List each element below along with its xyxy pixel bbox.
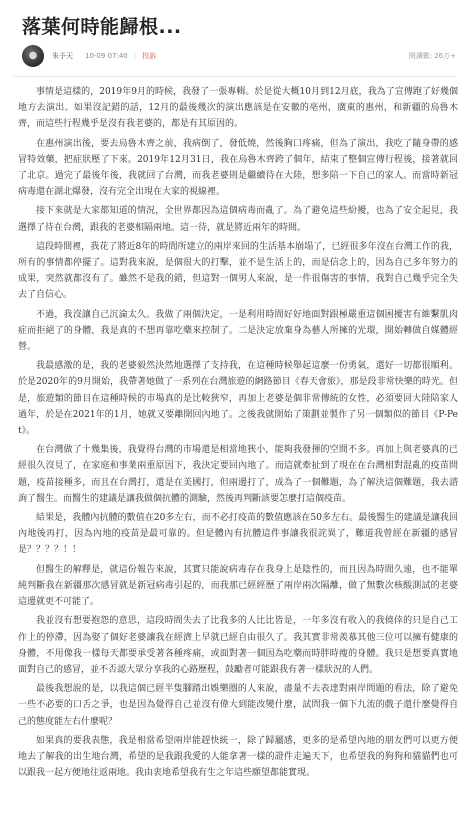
report-link[interactable]: 投訴	[142, 52, 157, 60]
paragraph: 事情是這樣的，2019年9月的時候，我發了一張專輯。於是從大概10月到12月底，我為了宣傳跑了好幾個地方去演出。如果沒記錯的話，12月的最後幾次的演出應該是在安徽的亳州，廣東的惠州，和新疆的烏魯木齊，而這些行程幾乎是沒有我老婆的，都是有其原因的。	[18, 87, 458, 130]
paragraph: 這段時間裡，我花了將近8年的時間所建立的兩岸來回的生活基本崩塌了，已經很多年沒在台灣工作的我，所有的事情都停擺了。這對我來說，是個很大的打擊，並不是生活上的，而是信念上的，因為自己多年努力的成果，突然就都沒有了。雖然不是我的錯，但這對一個男人來說，是一件很傷害的事情，我對自己幾乎完全失去了自信心。	[18, 241, 458, 301]
views-number: 26万+	[434, 52, 456, 60]
paragraph: 如果真的要我表態，我是相當希望兩岸能趕快統一，除了歸屬感，更多的是希望內地的朋友們可以更方便地去了解我的出生地台灣，希望的是我跟我愛的人能拿著一樣的證件走遍天下，也希望我的狗狗和貓貓們也可以跟我一起方便地往返兩地。我由衷地希望我有生之年這些願望都能實現。	[18, 735, 458, 779]
article-title: 落葉何時能歸根...	[22, 16, 182, 38]
author-avatar[interactable]	[22, 45, 44, 67]
paragraph: 在台灣做了十幾集後，我覺得台灣的市場還是相當地狹小，能夠我發揮的空間不多。再加上與老婆真的已經很久沒見了，在家庭和事業兩重原因下，我決定要回內地了。而這就牽扯到了現在在台灣相對混亂的疫苗問題，疫苗接種多，而且在台灣打，還是在美國打，但兩邊打了，成為了一個難題，為了解決這個難題，我去諮詢了醫生。而醫生的建議是讓我做個抗體的測驗，然後再判斷該要怎麼打這個疫苗。	[18, 445, 458, 504]
paragraph: 但醫生的解釋是，就這份報告來說，其實只能說病毒存在我身上是陰性的，而且因為時間久遠，也不能單純判斷我在新疆那次感冒就是新冠病毒引起的，而我那已經經歷了兩岸兩次隔離，做了無數次核酸測試的老婆這邊就更不可能了。	[18, 564, 458, 608]
paragraph: 結果是，我體內抗體的數值在20多左右，而不必打疫苗的數值應該在50多左右。最後醫生的建議是讓我回內地後再打，因為內地的疫苗是最可靠的。但是體內有抗體這件事讓我很詫異了，難道我曾經在新疆的感冒是？？？？！！	[18, 513, 458, 556]
paragraph: 接下來就是大家都知道的情況，全世界都因為這個病毒而亂了。為了避免這些紛擾，也為了安全起見，我選擇了待在台灣，跟我的老婆相隔兩地。這一待，就是將近兩年的時間。	[18, 206, 458, 233]
author-name[interactable]: 朱予天	[52, 52, 73, 60]
paragraph: 我最感激的是，我的老婆毅然決然地選擇了支持我，在這種時候舉起這麼一份勇氣，還好一切都很順利。於是2020年的9月開始，我帶著她做了一系列在台灣旅遊的網路節目《春天會旅》，那是段非常快樂的時光。但是，旅遊類的節目在這種時候的市場真的是比較狹窄，再加上老婆是個非常傳統的女性，必須要回大陸陪家人過年，於是在2021年的1月，她就又要離開回內地了。之後我就開始了策劃並製作了另一個類似的節目《P-Pet》。	[18, 361, 458, 437]
person-icon: ●	[28, 50, 38, 61]
publish-date: 10-09 07:40	[85, 52, 128, 60]
meta-separator: |	[133, 52, 137, 60]
paragraph: 不過，我沒讓自己沉淪太久。我做了兩個決定，一是利用時間好好地面對跟極嚴重這個困擾害有維繫肌肉症而拒絕了的身體，我是真的不想再靠吃藥來控制了。二是決定放棄身為藝人所擁的光環，開始轉做自媒體經營。	[18, 309, 458, 353]
paragraph: 我並沒有想要抱怨的意思，這段時間失去了比我多的人比比皆是，一年多沒有收入的我僥倖的只是自己工作上的停滯，因為娶了個好老婆讓我在經濟上早就已經自由很久了。我其實非常羨慕其他三位可以擁有健康的身體，不用像我一樣每天都要承受著各種疼痛，或面對著一個因為吃藥而時胖時瘦的身體。我只是想要真實地面對自己的感冒，並不否認大眾分享我的心路歷程，鼓勵者可能跟我有著一樣狀況的人們。	[18, 616, 458, 675]
article-body	[18, 84, 458, 784]
views-label: 閱讀數:	[408, 52, 433, 60]
paragraph: 在惠州演出後，要去烏魯木齊之前，我病倒了，發低燒，然後胸口疼痛，但為了演出，我吃了隨身帶的感冒特效藥，把症狀壓了下來。2019年12月31日，我在烏魯木齊跨了個年，結束了整個宣傳行程後，接著就回了北京。過完了最後年後，我就回了台灣，而我老婆則是繼續待在大陸，想多陪一下自己的家人。而當時新冠病毒還在湖北爆發，沒有完全出現在大家的視線裡。	[18, 138, 458, 198]
view-count	[409, 51, 456, 61]
paragraph: 最後我想說的是，以我這個已經半隻腳踏出娛樂圈的人來說，盡量不去表達對兩岸問題的看法，除了避免一些不必要的口舌之爭，也是因為覺得自己並沒有偉大到能改變什麼，試問我一個下九流的戲子還什麼覺得自己的態度能左右什麼呢？	[18, 684, 458, 727]
article-meta	[22, 43, 456, 69]
header-divider	[14, 76, 456, 77]
